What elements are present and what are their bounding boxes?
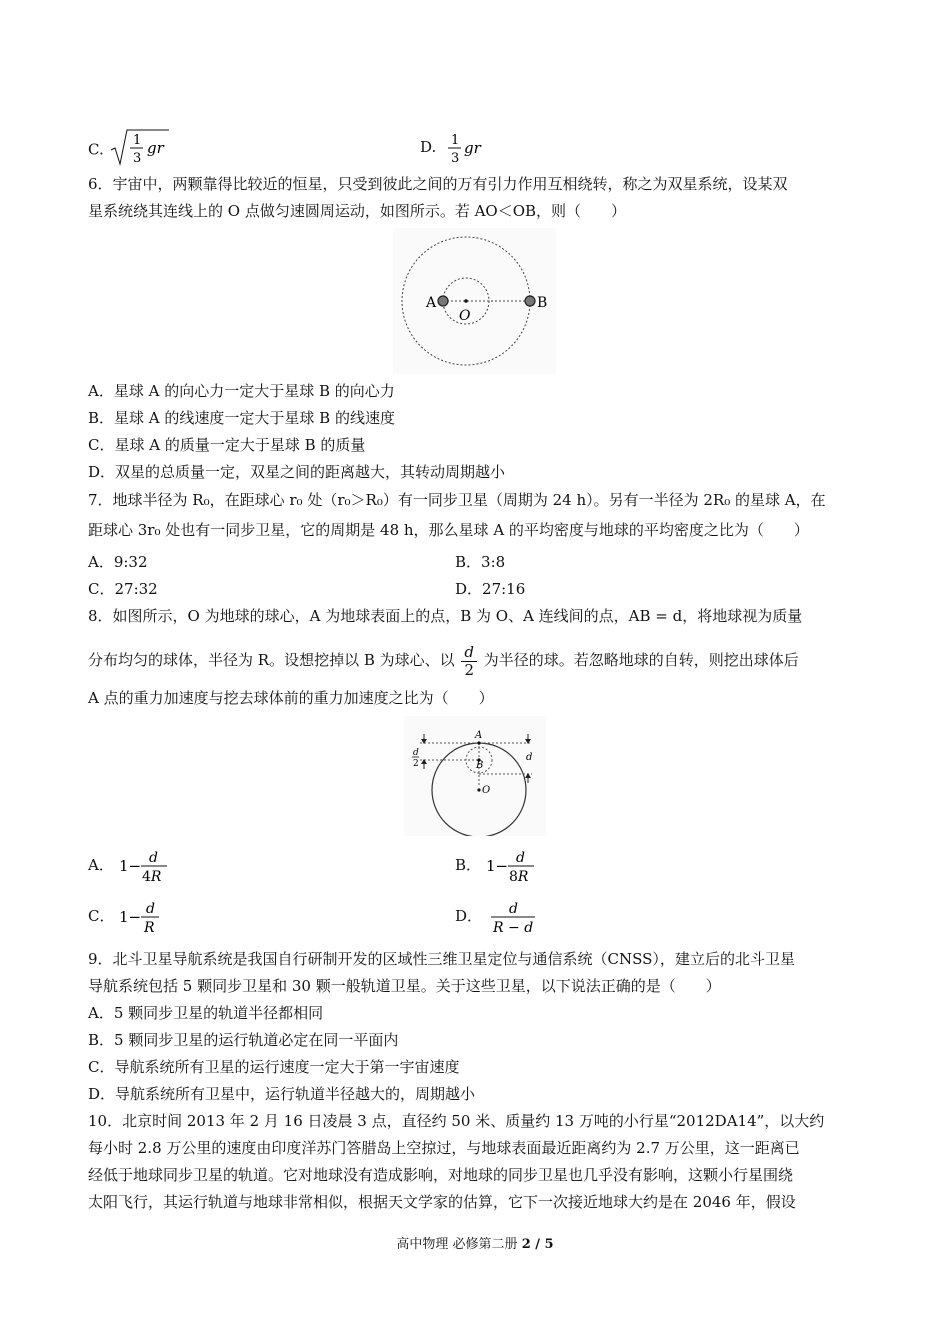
- q10-stem-line-4: 太阳飞行，其运行轨道与地球非常相似，根据天文学家的估算，它下一次接近地球大约是在 2046 年，假设: [88, 1193, 796, 1211]
- q7-stem-line-1: 7．地球半径为 R₀，在距球心 r₀ 处（r₀＞R₀）有一同步卫星（周期为 24 h）。另有一半径为 2R₀ 的星球 A，在: [88, 491, 826, 509]
- q8-earth-cavity-figure: [404, 716, 546, 836]
- page-footer: [0, 1233, 950, 1252]
- svg-text:d: d: [508, 901, 518, 917]
- q6-label-b: B: [537, 295, 548, 311]
- q6-option-c: C．星球 A 的质量一定大于星球 B 的质量: [88, 436, 366, 454]
- q9-option-b: B．5 颗同步卫星的运行轨道必定在同一平面内: [88, 1031, 399, 1049]
- svg-text:gr: gr: [146, 139, 164, 157]
- q6-option-a: A．星球 A 的向心力一定大于星球 B 的向心力: [88, 382, 395, 400]
- svg-text:3: 3: [451, 151, 460, 166]
- svg-text:1−: 1−: [118, 857, 141, 875]
- footer-course: 高中物理 必修第二册: [396, 1237, 522, 1252]
- q10-stem-line-2: 每小时 2.8 万公里的速度由印度洋苏门答腊岛上空掠过，与地球表面最近距离约为 2.7 万公里，这一距离已: [88, 1139, 800, 1157]
- q7-option-a: A．9:32: [88, 553, 148, 571]
- q6-option-b: B．星球 A 的线速度一定大于星球 B 的线速度: [88, 409, 395, 427]
- q5-option-c-formula: [109, 128, 171, 173]
- svg-text:R: R: [144, 920, 155, 936]
- q8-stem-line-3: A 点的重力加速度与挖去球体前的重力加速度之比为（ ）: [88, 689, 494, 707]
- q8-option-c-label: C．: [88, 907, 115, 925]
- q8-option-d-label: D．: [455, 907, 483, 925]
- q8-option-a-label: A．: [88, 856, 114, 874]
- q8-option-c: [88, 897, 169, 937]
- q8-label-o: O: [482, 785, 491, 796]
- q8-option-b-label: B．: [455, 856, 482, 874]
- q8-option-d: [455, 897, 541, 937]
- q9-stem-line-1: 9．北斗卫星导航系统是我国自行研制开发的区域性三维卫星定位与通信系统（CNSS），建立后的北斗卫星: [88, 950, 795, 968]
- svg-text:3: 3: [132, 151, 141, 166]
- svg-text:d: d: [148, 850, 158, 866]
- q6-option-d: D．双星的总质量一定，双星之间的距离越大，其转动周期越小: [88, 463, 506, 481]
- q9-option-a: A．5 颗同步卫星的轨道半径都相同: [88, 1004, 324, 1022]
- q8-option-b: [455, 846, 546, 886]
- q6-star-b: [525, 296, 535, 306]
- svg-text:4R: 4R: [141, 869, 162, 885]
- q6-binary-star-figure: [393, 228, 556, 374]
- q7-option-b: B．3:8: [455, 553, 506, 571]
- q5-option-c: [88, 128, 171, 173]
- page-number: 2 / 5: [521, 1237, 554, 1252]
- q8-option-c-formula: [119, 897, 169, 937]
- svg-text:R − d: R − d: [492, 920, 533, 936]
- q8-point-o: [477, 788, 480, 791]
- q9-stem-line-2: 导航系统包括 5 颗同步卫星和 30 颗一般轨道卫星。关于这些卫星，以下说法正确的是（ ）: [88, 977, 721, 995]
- q8-option-d-formula: [487, 897, 541, 937]
- q7-option-c: C．27:32: [88, 580, 158, 598]
- q8-option-a: [88, 846, 179, 886]
- q8-option-b-formula: [486, 846, 546, 886]
- q8-fraction-num: d: [461, 644, 477, 662]
- q8-label-d2-num: d: [413, 748, 419, 758]
- q8-label-b: B: [476, 760, 484, 771]
- q8-label-d: d: [526, 752, 533, 763]
- q8-fraction-den: 2: [464, 660, 474, 679]
- q7-stem-line-2: 距球心 3r₀ 处也有一同步卫星，它的周期是 48 h，那么星球 A 的平均密度与地球的平均密度之比为（ ）: [88, 521, 809, 539]
- svg-text:d: d: [146, 901, 156, 917]
- svg-text:1: 1: [451, 133, 460, 148]
- q5-option-c-label: C.: [88, 140, 104, 159]
- svg-text:1: 1: [132, 133, 141, 148]
- q6-label-a: A: [426, 295, 437, 311]
- svg-text:8R: 8R: [508, 869, 529, 885]
- svg-text:d: d: [515, 850, 525, 866]
- q6-stem-line-2: 星系统绕其连线上的 O 点做匀速圆周运动，如图所示。若 AO＜OB，则（ ）: [88, 202, 627, 220]
- svg-text:1−: 1−: [119, 908, 142, 926]
- q8-stem-line-1: 8．如图所示，O 为地球的球心，A 为地球表面上的点，B 为 O、A 连线间的点，AB = d，将地球视为质量: [88, 607, 803, 625]
- q8-stem-line-2: [88, 640, 866, 680]
- q9-option-c: C．导航系统所有卫星的运行速度一定大于第一宇宙速度: [88, 1058, 460, 1076]
- q8-stem-line-2-part-a: 分布均匀的球体，半径为 R。设想挖掉以 B 为球心、以: [88, 651, 455, 669]
- svg-text:1−: 1−: [485, 857, 508, 875]
- q6-stem-line-1: 6．宇宙中，两颗靠得比较近的恒星，只受到彼此之间的万有引力作用互相绕转，称之为双星系统，设某双: [88, 175, 788, 193]
- q6-center-o: [464, 299, 468, 303]
- q6-label-o: O: [459, 308, 471, 324]
- q8-radius-fraction: [461, 644, 477, 679]
- q7-option-d: D．27:16: [455, 580, 526, 598]
- q8-label-d2-den: 2: [413, 759, 419, 769]
- q8-label-a: A: [475, 730, 483, 741]
- q8-point-a: [477, 741, 480, 744]
- q8-option-a-formula: [119, 846, 179, 886]
- q5-option-d: [420, 128, 487, 168]
- q10-stem-line-1: 10．北京时间 2013 年 2 月 16 日凌晨 3 点，直径约 50 米、质量约 13 万吨的小行星“2012DA14”，以大约: [88, 1112, 825, 1130]
- q5-option-d-formula: [441, 128, 487, 168]
- q5-option-d-label: D.: [420, 138, 437, 156]
- q8-stem-line-2-part-b: 为半径的球。若忽略地球的自转，则挖出球体后: [483, 651, 799, 669]
- q10-stem-line-3: 经低于地球同步卫星的轨道。它对地球没有造成影响，对地球的同步卫星也几乎没有影响，这颗小行星围绕: [88, 1166, 794, 1184]
- svg-text:gr: gr: [464, 139, 481, 157]
- q6-star-a: [438, 296, 448, 306]
- q9-option-d: D．导航系统所有卫星中，运行轨道半径越大的，周期越小: [88, 1085, 476, 1103]
